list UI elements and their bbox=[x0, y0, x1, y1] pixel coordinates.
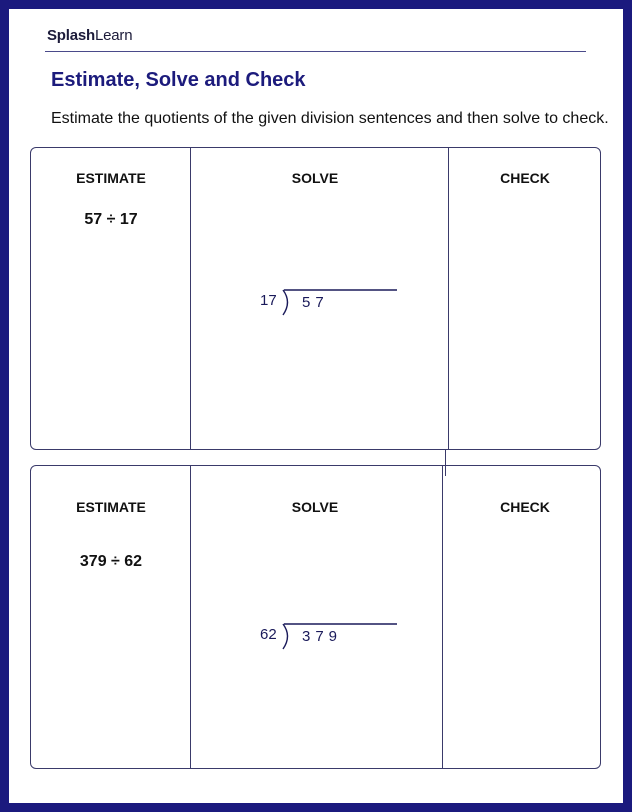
brand-light: Learn bbox=[94, 27, 133, 44]
divisor: 17 bbox=[260, 292, 277, 309]
worksheet-instructions: Estimate the quotients of the given division sentences and then solve to check. bbox=[51, 110, 609, 127]
division-bracket-icon bbox=[282, 289, 402, 321]
column-header-check: CHECK bbox=[500, 170, 550, 186]
dividend: 379 bbox=[302, 628, 343, 645]
column-header-solve: SOLVE bbox=[291, 499, 339, 515]
worksheet-page bbox=[9, 9, 623, 803]
long-division-setup bbox=[260, 623, 440, 663]
estimate-expression: 57 ÷ 17 bbox=[84, 211, 138, 228]
long-division-setup bbox=[260, 289, 440, 329]
worksheet-title: Estimate, Solve and Check bbox=[51, 69, 306, 91]
splashlearn-logo bbox=[47, 27, 132, 44]
problem-box-2 bbox=[30, 465, 601, 769]
column-divider bbox=[442, 466, 443, 768]
column-header-estimate: ESTIMATE bbox=[76, 170, 146, 186]
brand-bold: Splash bbox=[47, 27, 95, 44]
estimate-expression: 379 ÷ 62 bbox=[79, 553, 143, 570]
column-divider bbox=[448, 148, 449, 449]
column-header-solve: SOLVE bbox=[291, 170, 339, 186]
column-header-estimate: ESTIMATE bbox=[76, 499, 146, 515]
dividend: 57 bbox=[302, 294, 329, 311]
column-header-check: CHECK bbox=[500, 499, 550, 515]
column-divider bbox=[190, 148, 191, 449]
problem-box-1 bbox=[30, 147, 601, 450]
header-divider bbox=[45, 51, 586, 52]
divisor: 62 bbox=[260, 626, 277, 643]
